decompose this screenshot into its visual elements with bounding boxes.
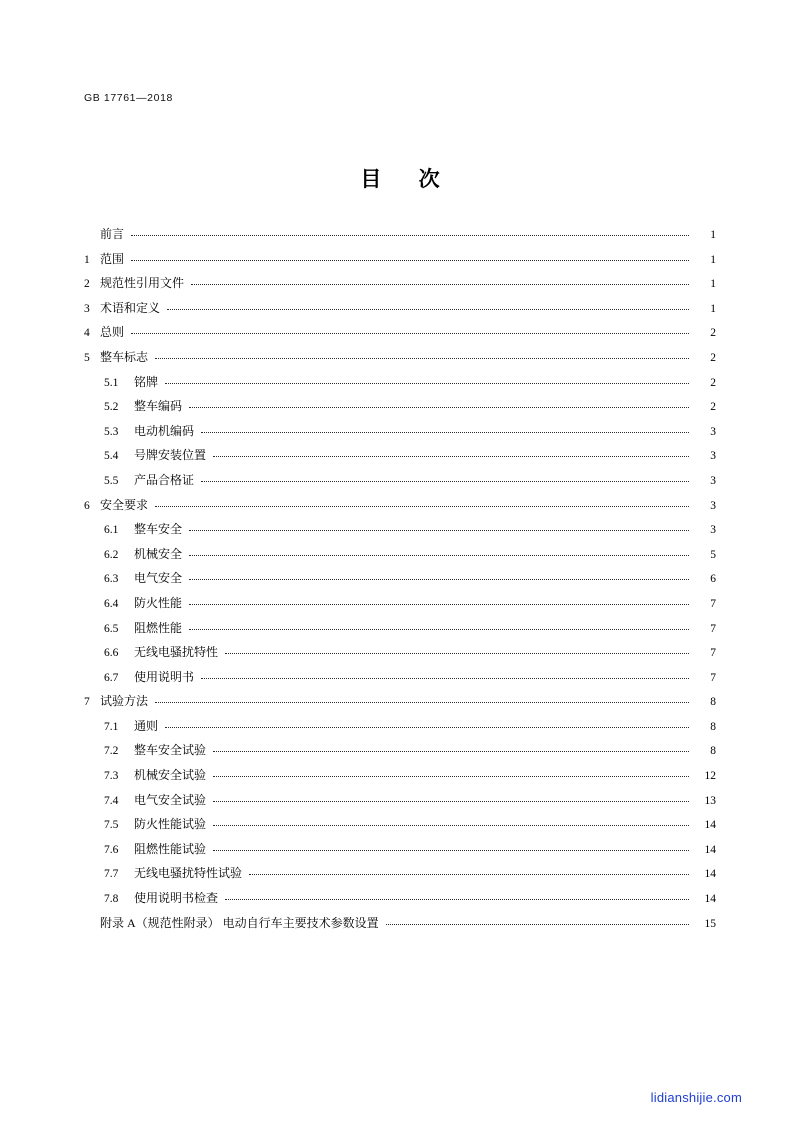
toc-entry-page: 1 [710,229,716,241]
toc-entry[interactable] [84,376,716,401]
toc-entry-label: 电气安全试验 [134,792,207,807]
toc-entry[interactable] [84,277,716,302]
toc-entry[interactable] [84,867,716,892]
toc-entry-page: 15 [704,917,716,930]
toc-leader-dots [189,407,689,408]
toc-entry-label: 使用说明书 [134,669,195,684]
toc-entry-page: 2 [710,376,716,389]
toc-entry-page: 3 [710,474,716,487]
toc-entry-page: 14 [704,868,716,881]
toc-entry-page: 7 [710,671,716,684]
page-title: 目 次 [360,167,456,191]
toc-entry-number: 4 [84,327,90,340]
toc-entry-page: 3 [710,425,716,438]
toc-entry-label: 安全要求 [100,497,149,512]
toc-entry-page: 6 [710,573,716,586]
toc-entry-number: 5.3 [104,425,119,438]
toc-entry-label: 机械安全 [134,546,183,561]
toc-leader-dots [201,432,689,433]
toc-entry-number: 5.4 [104,450,119,463]
toc-entry-page: 1 [710,278,716,291]
toc-leader-dots [131,333,689,334]
toc-entry-page: 1 [710,302,716,315]
toc-leader-dots [213,456,689,457]
toc-entry[interactable] [84,326,716,351]
toc-entry-number: 7.5 [104,819,119,832]
toc-entry-label: 术语和定义 [100,300,161,315]
toc-entry[interactable] [84,695,716,720]
toc-entry-page: 14 [704,893,716,906]
toc-entry[interactable] [84,474,716,499]
toc-entry-number: 1 [84,253,90,266]
toc-leader-dots [131,235,689,236]
toc-entry[interactable] [84,769,716,794]
toc-entry-label: 试验方法 [100,694,149,709]
toc-entry-page: 8 [710,745,716,758]
toc-leader-dots [131,260,689,261]
toc-entry-label: 通则 [134,718,159,733]
toc-leader-dots [189,555,689,556]
toc-entry-number: 7.6 [104,843,119,856]
toc-entry[interactable] [84,449,716,474]
toc-leader-dots [249,874,689,875]
toc-entry-number: 6.1 [104,524,119,537]
toc-entry-page: 1 [710,253,716,266]
toc-entry-label: 规范性引用文件 [100,276,185,291]
toc-entry-number: 7.8 [104,893,119,906]
toc-entry-number: 6.5 [104,622,119,635]
toc-entry-page: 13 [704,794,716,807]
toc-leader-dots [191,284,689,285]
toc-entry[interactable] [84,671,716,696]
toc-entry[interactable] [84,720,716,745]
toc-leader-dots [386,924,689,925]
toc-entry-label: 铭牌 [134,374,159,389]
toc-entry-label: 总则 [100,325,125,340]
toc-entry-number: 5.5 [104,474,119,487]
toc-leader-dots [189,530,689,531]
toc-entry[interactable] [84,499,716,524]
toc-leader-dots [167,309,689,310]
toc-entry[interactable] [84,622,716,647]
toc-entry-page: 12 [704,770,716,783]
toc-entry[interactable] [84,597,716,622]
toc-entry-label: 整车安全 [134,522,183,537]
standard-code: GB 17761—2018 [84,92,173,104]
toc-leader-dots [155,702,689,703]
toc-entry[interactable] [84,302,716,327]
toc-entry[interactable] [84,794,716,819]
toc-entry-label: 防火性能 [134,595,183,610]
toc-entry-label: 防火性能试验 [134,817,207,832]
toc-entry-number: 6.7 [104,671,119,684]
toc-entry-number: 2 [84,278,90,291]
toc-entry[interactable] [84,744,716,769]
toc-entry-label: 前言 [100,227,125,241]
toc-leader-dots [213,776,689,777]
toc-leader-dots [189,579,689,580]
toc-entry[interactable] [84,892,716,917]
toc-entry[interactable] [84,253,716,278]
toc-entry-label: 机械安全试验 [134,768,207,783]
toc-entry[interactable] [84,917,716,942]
toc-entry-label: 附录 A（规范性附录） 电动自行车主要技术参数设置 [100,915,379,930]
toc-entry-number: 5.2 [104,401,119,414]
toc-entry[interactable] [84,228,716,253]
toc-leader-dots [213,825,689,826]
toc-entry-number: 5.1 [104,376,119,389]
table-of-contents [84,228,716,941]
toc-entry-page: 7 [710,622,716,635]
toc-entry-label: 电气安全 [134,571,183,586]
toc-entry-page: 8 [710,696,716,709]
toc-leader-dots [213,850,689,851]
toc-entry[interactable] [84,646,716,671]
toc-entry-page: 3 [710,450,716,463]
toc-entry-page: 2 [710,401,716,414]
toc-entry-label: 阻燃性能 [134,620,183,635]
toc-entry-number: 7.7 [104,868,119,881]
toc-leader-dots [189,604,689,605]
toc-leader-dots [213,751,689,752]
toc-leader-dots [201,678,689,679]
toc-entry-label: 号牌安装位置 [134,448,207,463]
toc-entry-page: 3 [710,499,716,512]
toc-leader-dots [225,653,689,654]
toc-entry[interactable] [84,818,716,843]
toc-entry-page: 7 [710,647,716,660]
toc-entry-number: 7.1 [104,720,119,733]
toc-entry-label: 产品合格证 [134,472,195,487]
toc-entry-number: 3 [84,302,90,315]
toc-entry[interactable] [84,843,716,868]
toc-leader-dots [165,383,689,384]
toc-entry-label: 阻燃性能试验 [134,841,207,856]
toc-entry-label: 使用说明书检查 [134,891,219,906]
toc-entry-number: 7 [84,696,90,709]
toc-entry-number: 6 [84,499,90,512]
toc-leader-dots [225,899,689,900]
toc-entry-number: 6.6 [104,647,119,660]
toc-entry-page: 7 [710,597,716,610]
toc-entry[interactable] [84,351,716,376]
toc-entry-page: 14 [704,819,716,832]
toc-leader-dots [155,506,689,507]
toc-entry-page: 8 [710,720,716,733]
toc-entry-label: 整车编码 [134,399,183,414]
toc-leader-dots [213,801,689,802]
toc-entry-page: 2 [710,327,716,340]
toc-entry-label: 无线电骚扰特性试验 [134,866,243,881]
toc-entry-page: 3 [710,524,716,537]
toc-leader-dots [155,358,689,359]
toc-leader-dots [189,629,689,630]
toc-entry-label: 无线电骚扰特性 [134,645,219,660]
toc-entry-number: 7.4 [104,794,119,807]
toc-entry-number: 7.3 [104,770,119,783]
toc-leader-dots [165,727,689,728]
toc-entry-number: 7.2 [104,745,119,758]
toc-entry-page: 5 [710,548,716,561]
toc-entry-label: 电动机编码 [134,423,195,438]
toc-entry-page: 2 [710,351,716,364]
toc-entry-number: 6.4 [104,597,119,610]
toc-entry-label: 整车标志 [100,349,149,364]
watermark: lidianshijie.com [650,1090,742,1105]
toc-entry-number: 6.3 [104,573,119,586]
toc-entry-number: 5 [84,351,90,364]
toc-entry-label: 范围 [100,251,125,266]
toc-entry[interactable] [84,400,716,425]
toc-entry[interactable] [84,572,716,597]
toc-entry-number: 6.2 [104,548,119,561]
toc-entry-page: 14 [704,843,716,856]
toc-entry[interactable] [84,523,716,548]
toc-leader-dots [201,481,689,482]
toc-entry[interactable] [84,548,716,573]
toc-entry[interactable] [84,425,716,450]
toc-entry-label: 整车安全试验 [134,743,207,758]
